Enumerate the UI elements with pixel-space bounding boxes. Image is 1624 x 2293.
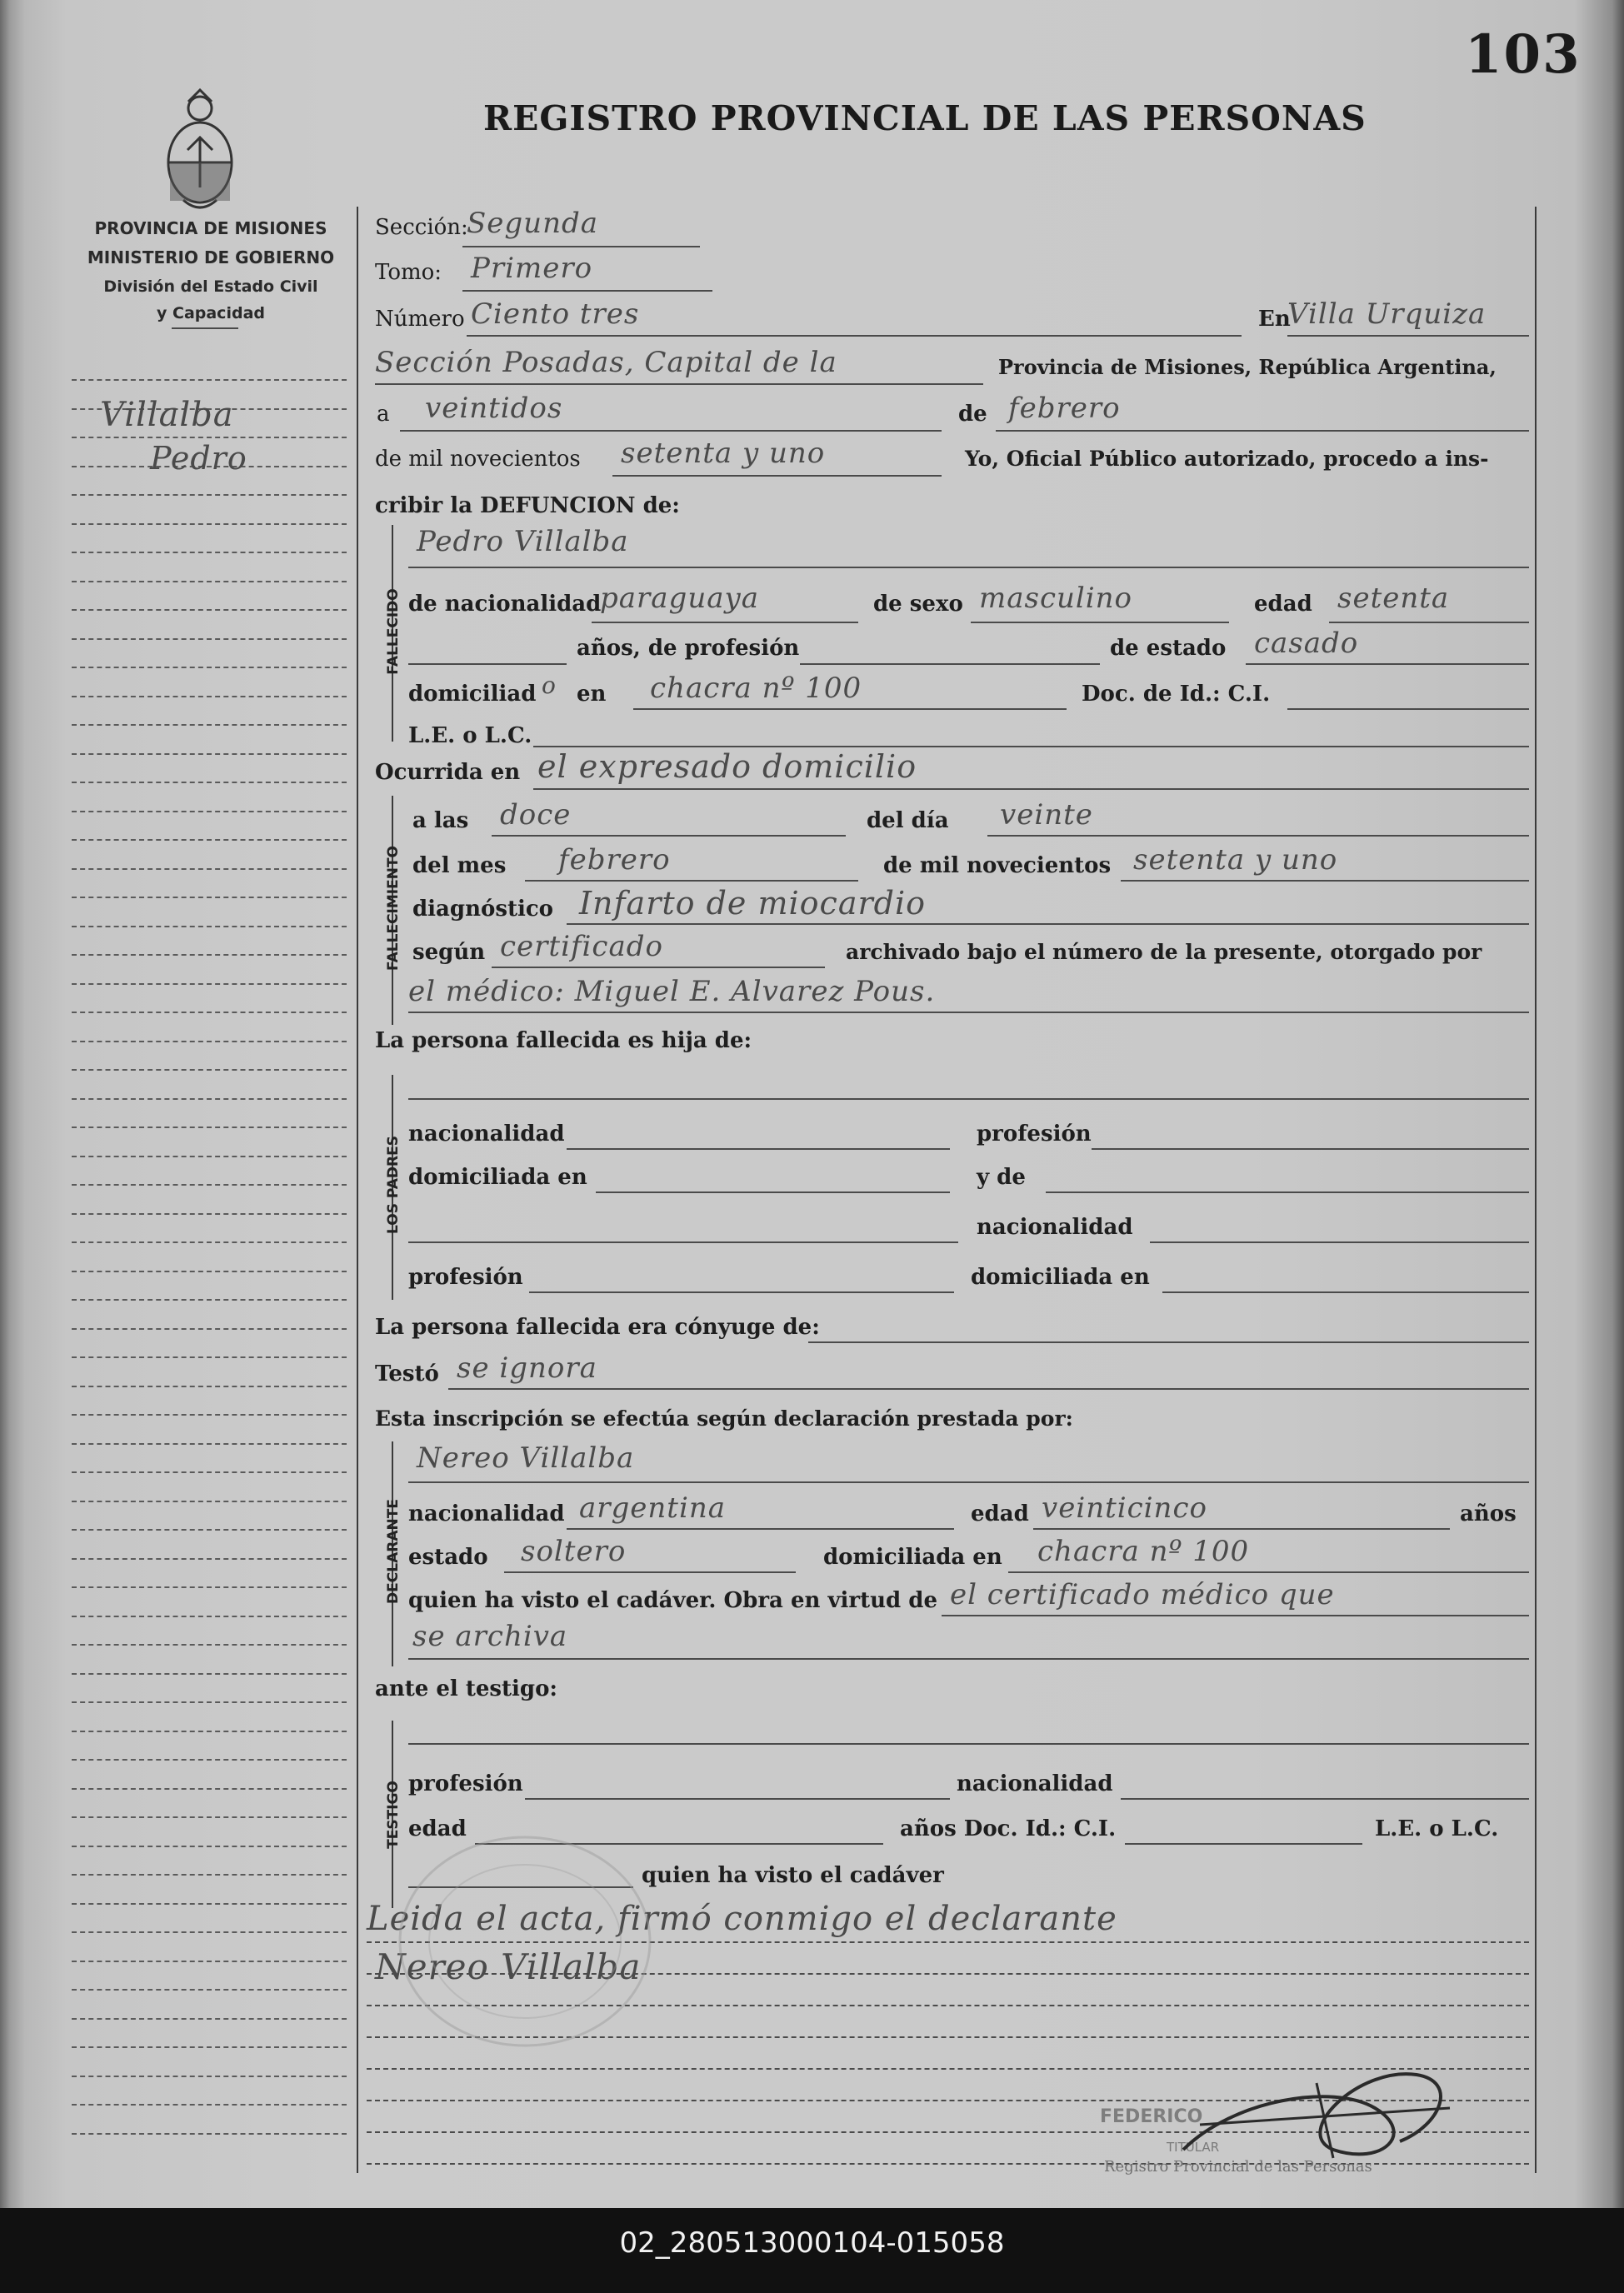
label-padre-profesion: profesión [977,1122,1092,1146]
line-madre-profesion [529,1291,954,1293]
line-obra-1 [942,1615,1529,1616]
margin-line [72,1759,347,1761]
label-doc: Doc. de Id.: C.I. [1082,682,1271,707]
label-de-mil: de mil novecientos [375,447,581,472]
line-doc [1287,708,1529,710]
label-del-mes: del mes [412,853,507,878]
line-madre-nacionalidad [1150,1241,1529,1243]
official-seal-stamp [392,1825,658,2058]
line-testigo-profesion [525,1798,950,1800]
label-le-lc: L.E. o L.C. [408,723,532,748]
line-testo [448,1388,1529,1390]
margin-line [72,1961,347,1962]
label-testigo: ante el testigo: [375,1676,558,1701]
label-decl-anios: años [1460,1501,1517,1526]
line-segun [492,967,825,968]
field-diagnostico: Infarto de miocardio [579,885,927,922]
label-declaracion: Esta inscripción se efectúa según declaración prestada por: [375,1406,1073,1431]
label-testigo-anios: años Doc. Id.: C.I. [900,1816,1117,1841]
field-testo: se ignora [457,1351,597,1385]
page-number: 103 [1465,23,1582,86]
field-decl-nacionalidad: argentina [579,1491,727,1525]
label-diagnostico: diagnóstico [412,897,554,922]
label-anios-profesion: años, de profesión [577,636,800,661]
line-anio [612,475,942,477]
footer-id: 02_280513000104-015058 [619,2226,1005,2260]
margin-line [72,1241,347,1243]
margin-line [72,552,347,553]
margin-line [72,811,347,812]
label-testigo-cadaver: quien ha visto el cadáver [642,1863,944,1888]
margin-line [72,868,347,870]
side-label-declarante: DECLARANTE [385,1499,402,1604]
line-localidad [375,383,983,385]
line-tomo [462,290,712,292]
line-testigo-nombre [408,1743,1529,1745]
field-nombre: Pedro Villalba [417,525,629,558]
label-decl-edad: edad [971,1501,1029,1526]
line-padre-profesion [1092,1148,1529,1150]
label-domiciliado: domiciliad [408,682,537,707]
margin-line [72,753,347,755]
margin-line [72,782,347,783]
form-right-border [1535,207,1537,2173]
line-medico [408,1012,1529,1013]
line-numero [467,335,1242,337]
margin-line [72,581,347,582]
field-domicilio: chacra nº 100 [650,672,862,705]
label-seccion: Sección: [375,215,468,240]
label-conyuge: La persona fallecida era cónyuge de: [375,1315,820,1340]
label-padre-nacionalidad: nacionalidad [408,1122,565,1146]
field-leida-acta: Leida el acta, firmó conmigo el declarante [367,1900,1117,1938]
margin-line [72,724,347,726]
label-hija-de: La persona fallecida es hija de: [375,1028,752,1053]
field-tomo: Primero [471,252,593,285]
label-en-domicilio: en [577,682,607,707]
field-decl-domicilio: chacra nº 100 [1037,1535,1250,1568]
stamp-office: Registro Provincial de las Personas [1104,2158,1372,2176]
margin-line [72,609,347,611]
label-numero: Número [375,307,465,332]
line-fmes [525,880,858,882]
line-seccion [462,246,700,247]
line-decl-nacionalidad [567,1528,954,1530]
label-testigo-profesion: profesión [408,1771,523,1796]
margin-line [72,2018,347,2020]
margin-line [72,1731,347,1732]
margin-line [72,983,347,985]
line-le-lc [533,746,1529,747]
margin-line [72,1069,347,1071]
margin-line [72,1501,347,1502]
masthead-underline [172,327,238,329]
line-mes [996,430,1529,432]
margin-line [72,1012,347,1013]
margin-line [72,1471,347,1473]
margin-line [72,1586,347,1588]
margin-line [72,1443,347,1445]
label-decl-domiciliada: domiciliada en [823,1545,1002,1570]
margin-line [72,1558,347,1560]
field-edad: setenta [1337,582,1450,615]
field-numero: Ciento tres [471,297,640,331]
masthead-ministry: MINISTERIO DE GOBIERNO [87,247,335,267]
label-del-dia: del día [867,808,949,833]
margin-line [72,1127,347,1128]
side-label-testigo: TESTIGO [385,1781,402,1849]
label-decl-estado: estado [408,1545,488,1570]
label-madre-profesion: profesión [408,1265,523,1290]
margin-line [72,667,347,668]
form-left-border [357,207,358,2173]
line-madre-nombre [1046,1191,1529,1193]
line-padre-domiciliada [596,1191,950,1193]
margin-line [72,2076,347,2077]
line-hora [492,835,846,837]
line-obra-2 [408,1658,1529,1660]
field-dia: veintidos [425,392,563,425]
margin-line [72,1271,347,1272]
margin-line [72,839,347,841]
label-a: a [377,402,390,427]
margin-line [72,1041,347,1042]
label-en: En [1258,307,1291,332]
field-estado: casado [1254,627,1359,660]
margin-line [72,523,347,525]
side-label-fallecido: FALLECIDO [385,588,402,675]
field-fmes: febrero [558,843,671,877]
field-segun: certificado [500,930,663,963]
field-obra-2: se archiva [412,1620,568,1653]
label-padre-domiciliada: domiciliada en [408,1165,587,1190]
field-mes: febrero [1008,392,1121,425]
line-padre-nombre [408,1098,1529,1100]
margin-line [72,1386,347,1387]
label-decl-cadaver: quien ha visto el cadáver. Obra en virtud de [408,1588,937,1613]
margin-line [72,1644,347,1646]
margin-line [72,1788,347,1790]
label-de-mil-2: de mil novecientos [883,853,1112,878]
field-hora: doce [500,798,572,832]
side-label-padres: LOS PADRES [385,1136,402,1234]
line-anios [408,663,567,665]
margin-line [72,2046,347,2048]
label-testigo-edad: edad [408,1816,467,1841]
field-fanio: setenta y uno [1133,843,1338,877]
line-decl-edad [1033,1528,1450,1530]
label-archivado: archivado bajo el número de la presente, otorgado por [846,940,1482,964]
margin-line [72,437,347,438]
line-estado [1246,663,1529,665]
footer-bar [0,2208,1624,2293]
line-profesion [800,663,1100,665]
margin-line [72,638,347,640]
margin-line [72,1846,347,1847]
margin-line [72,1184,347,1186]
field-declarante: Nereo Villalba [417,1441,635,1475]
line-dia [400,430,942,432]
line-testigo-nacionalidad [1121,1798,1529,1800]
margin-line [72,897,347,898]
line-diagnostico [567,923,1529,925]
side-label-fallecimiento: FALLECIMIENTO [385,845,402,972]
line-fdia [987,835,1529,837]
label-y-de: y de [977,1165,1026,1190]
field-domiciliado-sufijo: o [542,672,557,699]
label-edad: edad [1254,592,1312,617]
label-estado: de estado [1110,636,1227,661]
line-testigo-ci [1125,1843,1362,1845]
margin-line [72,1356,347,1358]
label-provincia: Provincia de Misiones, República Argentina, [998,355,1497,379]
stamp-name: FEDERICO [1100,2106,1203,2127]
line-fanio [1121,880,1529,882]
margin-line [72,1098,347,1100]
field-anio: setenta y uno [621,437,826,470]
margin-surname: Villalba [100,396,234,434]
line-decl-estado [504,1571,796,1573]
margin-line [72,1701,347,1703]
label-sexo: de sexo [873,592,963,617]
line-edad [1329,622,1529,623]
line-nombre [408,567,1529,568]
label-inscribir: cribir la DEFUNCION de: [375,493,680,518]
margin-line [72,1989,347,1991]
line-en [1287,335,1529,337]
label-oficial: Yo, Oficial Público autorizado, procedo a ins- [965,447,1489,471]
line-sexo [971,622,1229,623]
margin-line [72,379,347,381]
margin-line [72,696,347,697]
label-madre-domiciliada: domiciliada en [971,1265,1150,1290]
field-ocurrida: el expresado domicilio [537,748,917,785]
margin-line [72,954,347,956]
stamp-title: TITULAR [1167,2140,1220,2155]
field-decl-edad: veinticinco [1042,1491,1207,1525]
label-a-las: a las [412,808,469,833]
line-madre-extra [408,1241,958,1243]
line-declarante [408,1481,1529,1483]
margin-line [72,1874,347,1876]
margin-line [72,2133,347,2135]
document-title: REGISTRO PROVINCIAL DE LAS PERSONAS [483,98,1367,138]
official-signature [1167,2050,1483,2175]
label-ocurrida: Ocurrida en [375,760,521,785]
masthead-province: PROVINCIA DE MISIONES [94,218,327,238]
field-sexo: masculino [979,582,1133,615]
field-decl-estado: soltero [521,1535,627,1568]
label-testo: Testó [375,1361,439,1386]
line-madre-domiciliada [1162,1291,1529,1293]
field-medico: el médico: Miguel E. Alvarez Pous. [408,975,936,1008]
margin-line [72,926,347,927]
margin-line [72,1328,347,1330]
line-nacionalidad [592,622,858,623]
margin-line [72,1903,347,1905]
margin-line [72,1931,347,1933]
coat-of-arms-icon [158,83,242,217]
margin-line [72,2104,347,2106]
line-padre-nacionalidad [567,1148,950,1150]
label-testigo-le-lc: L.E. o L.C. [1375,1816,1499,1841]
line-decl-domicilio [1008,1571,1529,1573]
line-domicilio [633,708,1067,710]
label-nacionalidad: de nacionalidad [408,592,602,617]
label-madre-nacionalidad: nacionalidad [977,1215,1133,1240]
margin-line [72,494,347,496]
field-obra-1: el certificado médico que [950,1578,1335,1611]
margin-line [72,1673,347,1675]
margin-given-name: Pedro [150,440,247,477]
field-seccion: Segunda [467,207,599,240]
masthead-capacity: y Capacidad [157,304,265,322]
margin-line [72,1616,347,1617]
margin-line [72,1414,347,1416]
margin-line [72,1529,347,1531]
margin-line [72,1213,347,1215]
line-ocurrida [533,788,1529,790]
declarant-signature: Nereo Villalba [375,1946,642,1987]
label-decl-nacionalidad: nacionalidad [408,1501,565,1526]
margin-line [72,1816,347,1818]
margin-line [72,1156,347,1157]
field-seccion-localidad: Sección Posadas, Capital de la [375,346,837,379]
line-conyuge [808,1341,1529,1343]
field-nacionalidad: paraguaya [600,582,759,615]
field-fdia: veinte [1000,798,1093,832]
masthead-division: División del Estado Civil [103,277,318,296]
label-tomo: Tomo: [375,260,442,285]
margin-line [72,1299,347,1301]
field-en: Villa Urquiza [1287,297,1487,331]
label-testigo-nacionalidad: nacionalidad [957,1771,1113,1796]
label-de: de [958,402,987,427]
label-segun: según [412,940,486,965]
